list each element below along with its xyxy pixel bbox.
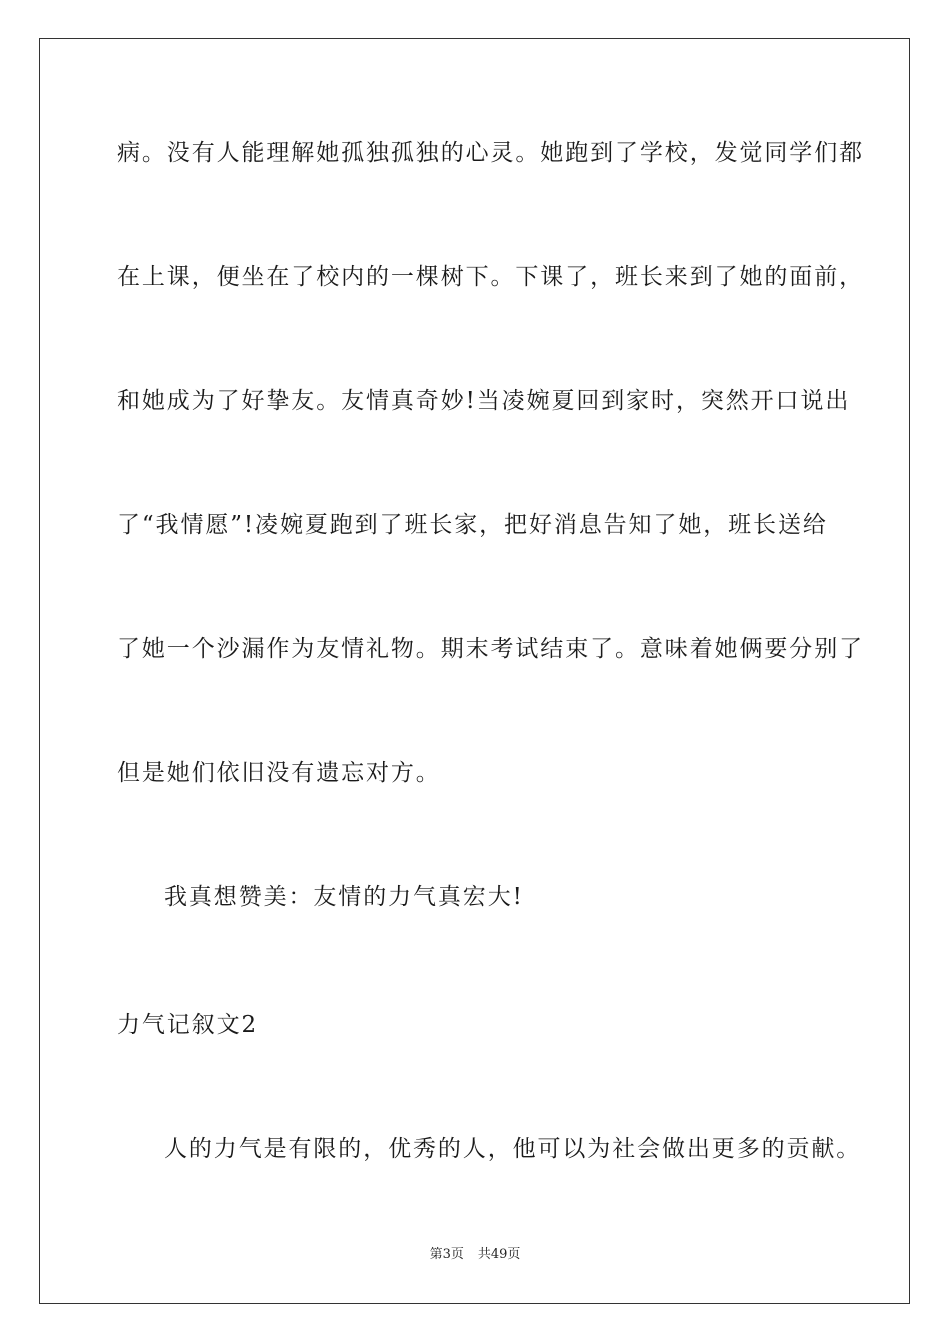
text-line: 了她一个沙漏作为友情礼物。期末考试结束了。意味着她俩要分别了 xyxy=(117,636,864,662)
text-line: 了“我情愿”!凌婉夏跑到了班长家，把好消息告知了她，班长送给 xyxy=(117,512,828,538)
paragraph-line: 人的力气是有限的，优秀的人，他可以为社会做出更多的贡献。 xyxy=(164,1136,862,1162)
page-border xyxy=(39,38,910,1304)
page-total: 共49页 xyxy=(477,1247,521,1262)
text-line: 在上课，便坐在了校内的一棵树下。下课了，班长来到了她的面前， xyxy=(117,264,864,290)
page-number: 第3页 xyxy=(429,1247,464,1262)
text-line: 病。没有人能理解她孤独孤独的心灵。她跑到了学校，发觉同学们都 xyxy=(117,140,864,166)
text-line: 但是她们依旧没有遗忘对方。 xyxy=(117,760,441,786)
section-heading: 力气记叙文2 xyxy=(117,1012,259,1038)
text-line: 和她成为了好挚友。友情真奇妙!当凌婉夏回到家时，突然开口说出 xyxy=(117,388,851,414)
paragraph-line: 我真想赞美：友情的力气真宏大! xyxy=(164,884,524,910)
page-footer xyxy=(0,1246,950,1264)
